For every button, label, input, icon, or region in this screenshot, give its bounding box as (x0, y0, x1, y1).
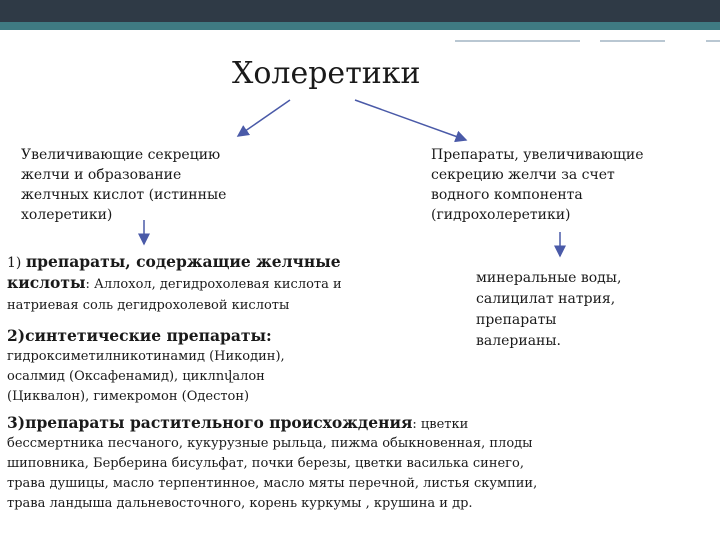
item1-number: 1) (7, 255, 26, 271)
item1-title: препараты, содержащие желчные кислоты (7, 252, 341, 292)
left-heading: Увеличивающие секрецию желчи и образование желчных кислот (истинные холеретики) (21, 147, 227, 223)
right-heading: Препараты, увеличивающие секрецию желчи за счет водного компонента (гидрохолеретики) (431, 147, 644, 223)
item2-title: 2)синтетические препараты: (7, 326, 272, 345)
item3-lead: : цветки (412, 417, 469, 432)
item1-text: : Аллохол, дегидрохолевая кислота и натриевая соль дегидрохолевой кислоты (7, 277, 342, 313)
arrow-right (355, 100, 466, 140)
item2-text: гидроксиметилникотинамид (Никодин), осалмид (Оксафенамид), циклովалон (Циквалон), гимекромон (Одестон) (7, 349, 285, 404)
right-items: минеральные воды, салицилат натрия, препараты валерианы. (476, 270, 622, 349)
arrow-left (238, 100, 290, 136)
item3-title: 3)препараты растительного происхождения (7, 413, 413, 432)
slide-title: Холеретики (232, 56, 421, 91)
item1-block (7, 252, 342, 316)
item3-text: бессмертника песчаного, кукурузные рыльца, пижма обыкновенная, плоды шиповника, Берберина бисульфат, почки березы, цветки василька синего, трава душицы, масло терпентинное, масло мяты перечной, листья скумпии, трава ландыша дальневосточного, корень куркумы , крушина и др. (7, 436, 538, 511)
item3-header (7, 413, 468, 435)
